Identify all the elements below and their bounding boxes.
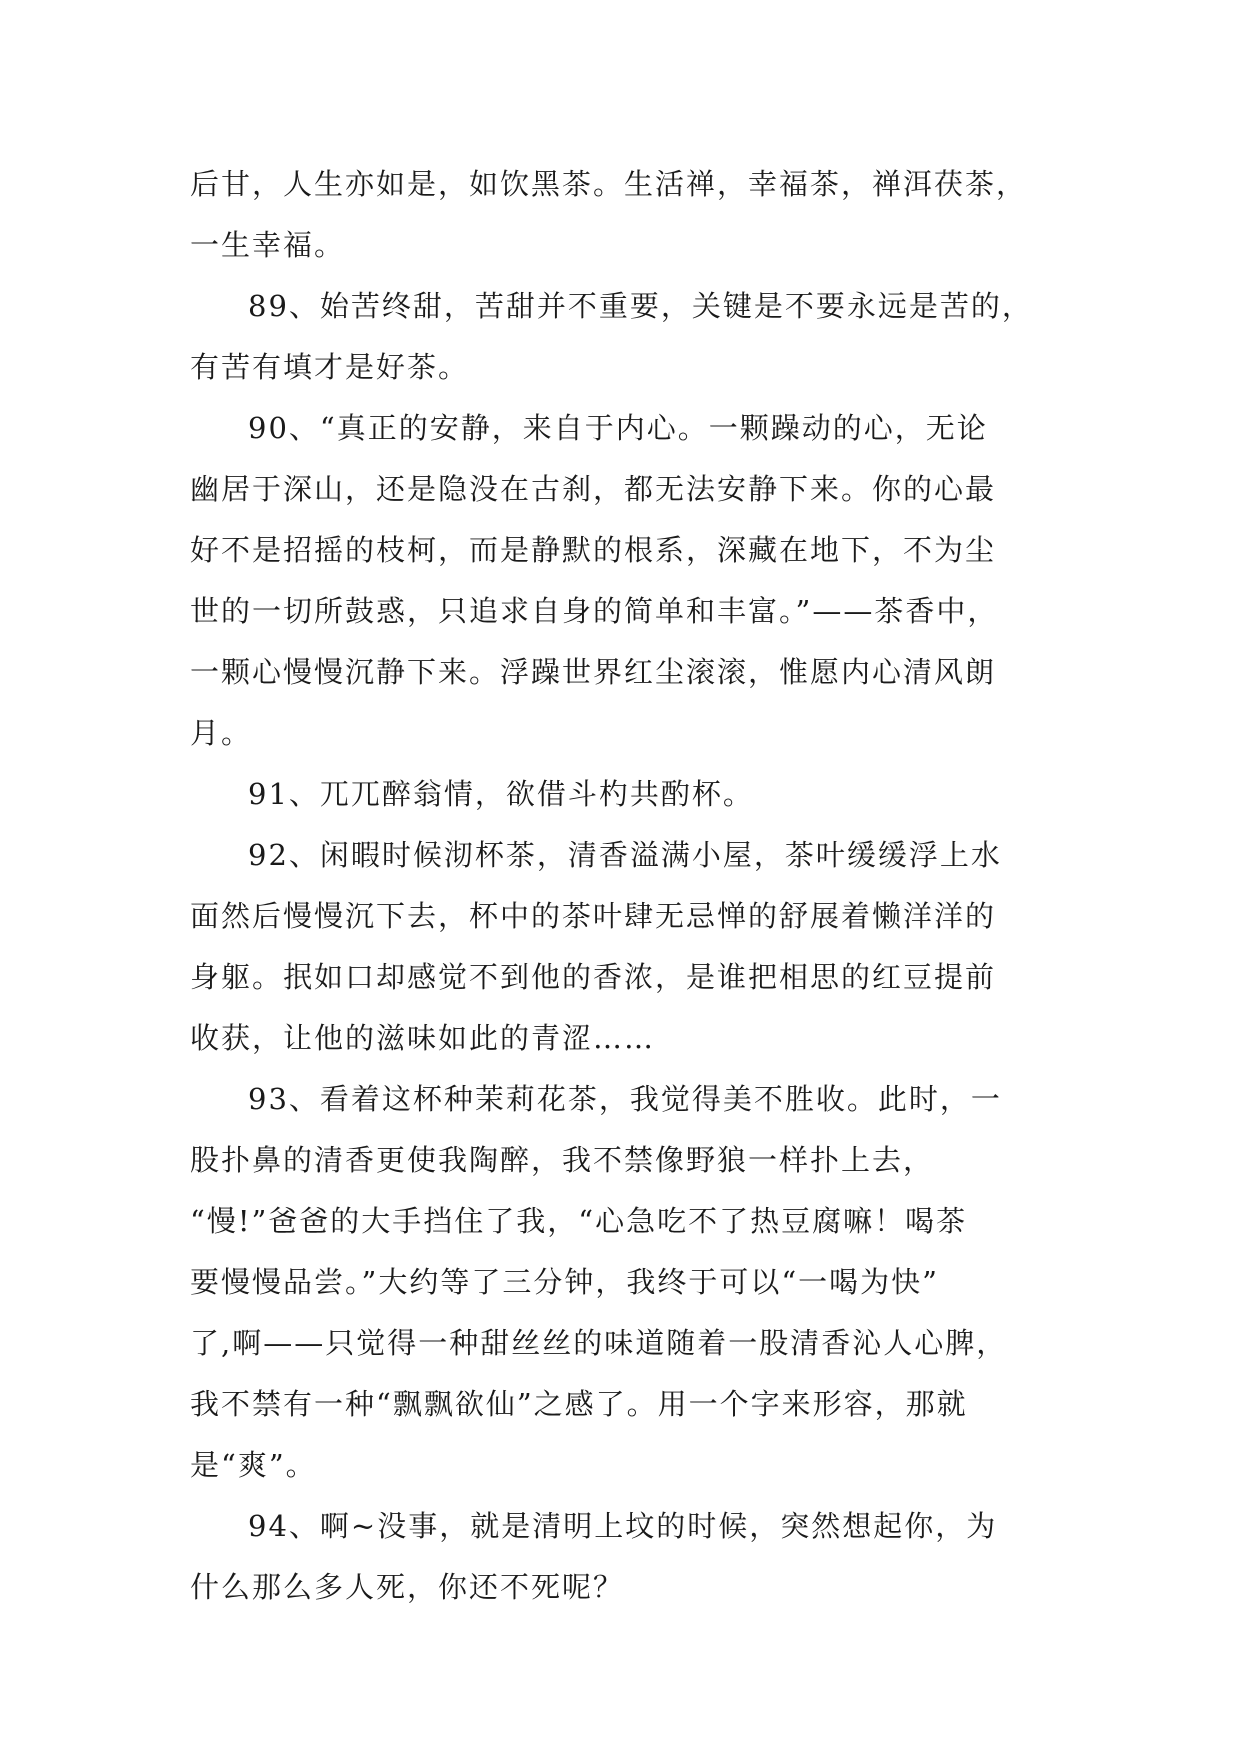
text-line: 了,啊——只觉得一种甜丝丝的味道随着一股清香沁人心脾，: [190, 1326, 1008, 1360]
paragraph: [190, 1069, 1070, 1496]
text-line: 好不是招摇的枝柯，而是静默的根系，深藏在地下，不为尘: [190, 533, 997, 567]
text-line: 我不禁有一种“飘飘欲仙”之感了。用一个字来形容，那就: [190, 1387, 968, 1421]
text-line: 后甘，人生亦如是，如饮黑茶。生活禅，幸福茶，禅洱茯茶，: [190, 167, 1028, 201]
paragraph: [190, 154, 1070, 276]
text-line: 幽居于深山，还是隐没在古刹，都无法安静下来。你的心最: [190, 472, 997, 506]
text-line: 89、始苦终甜，苦甜并不重要，关键是不要永远是苦的，: [248, 289, 1033, 323]
text-line: 91、兀兀醉翁情，欲借斗杓共酌杯。: [248, 777, 754, 811]
paragraph: [190, 764, 1070, 825]
paragraph: [190, 276, 1070, 398]
text-line: 一颗心慢慢沉静下来。浮躁世界红尘滚滚，惟愿内心清风朗: [190, 655, 997, 689]
text-line: 有苦有填才是好茶。: [190, 350, 470, 384]
text-line: 是“爽”。: [190, 1448, 317, 1482]
paragraph: [190, 825, 1070, 1069]
text-line: 世的一切所鼓惑，只追求自身的简单和丰富。”——茶香中，: [190, 594, 999, 628]
text-line: 什么那么多人死，你还不死呢？: [190, 1570, 625, 1604]
text-line: 面然后慢慢沉下去，杯中的茶叶肆无忌惮的舒展着懒洋洋的: [190, 899, 997, 933]
text-line: 月。: [190, 716, 253, 750]
text-line: “慢!”爸爸的大手挡住了我，“心急吃不了热豆腐嘛！喝茶: [190, 1204, 968, 1238]
text-line: 身躯。抿如口却感觉不到他的香浓，是谁把相思的红豆提前: [190, 960, 997, 994]
text-line: 93、看着这杯种茉莉花茶，我觉得美不胜收。此时，一: [248, 1082, 1002, 1116]
text-line: 收获，让他的滋味如此的青涩……: [190, 1021, 656, 1055]
text-line: 94、啊~没事，就是清明上坟的时候，突然想起你，为: [248, 1509, 998, 1543]
text-line: 92、闲暇时候沏杯茶，清香溢满小屋，茶叶缓缓浮上水: [248, 838, 1002, 872]
paragraph: [190, 1496, 1070, 1618]
text-line: 股扑鼻的清香更使我陶醉，我不禁像野狼一样扑上去，: [190, 1143, 935, 1177]
text-line: 一生幸福。: [190, 228, 346, 262]
text-line: 90、“真正的安静，来自于内心。一颗躁动的心，无论: [248, 411, 988, 445]
document-body: [190, 154, 1070, 1618]
paragraph: [190, 398, 1070, 764]
text-line: 要慢慢品尝。”大约等了三分钟，我终于可以“一喝为快”: [190, 1265, 939, 1299]
